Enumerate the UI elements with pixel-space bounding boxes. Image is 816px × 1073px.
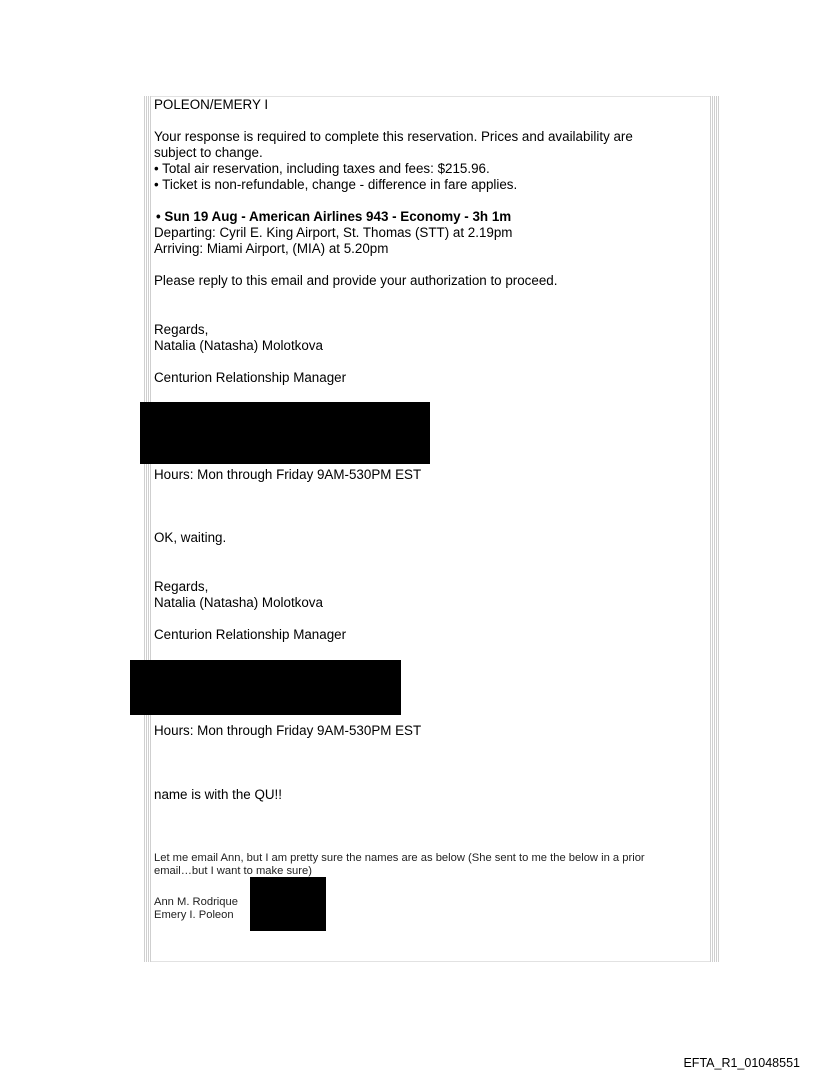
signer-title-2: Centurion Relationship Manager	[154, 627, 347, 642]
left-border-rail	[144, 96, 151, 962]
reply-ok: OK, waiting.	[154, 530, 227, 545]
intro-line-2: subject to change.	[154, 145, 263, 160]
passenger-name: POLEON/EMERY I	[154, 97, 269, 112]
hours-1: Hours: Mon through Friday 9AM-530PM EST	[154, 467, 422, 482]
departing-line: Departing: Cyril E. King Airport, St. Thomas (STT) at 2.19pm	[154, 225, 513, 240]
redaction-block-2	[130, 660, 401, 715]
hours-2: Hours: Mon through Friday 9AM-530PM EST	[154, 723, 422, 738]
regards-2: Regards,	[154, 579, 209, 594]
signer-name-2: Natalia (Natasha) Molotkova	[154, 595, 323, 610]
name-note: name is with the QU!!	[154, 787, 283, 802]
bullet-total: • Total air reservation, including taxes and fees: $215.96.	[154, 161, 490, 176]
signer-name-1: Natalia (Natasha) Molotkova	[154, 338, 323, 353]
quoted-name-2: Emery I. Poleon	[154, 909, 234, 921]
document-id: EFTA_R1_01048551	[683, 1056, 800, 1070]
arriving-line: Arriving: Miami Airport, (MIA) at 5.20pm	[154, 241, 389, 256]
reply-request: Please reply to this email and provide your authorization to proceed.	[154, 273, 558, 288]
regards-1: Regards,	[154, 322, 209, 337]
signer-title-1: Centurion Relationship Manager	[154, 370, 347, 385]
right-border-rail	[710, 96, 720, 962]
redaction-block-3	[250, 877, 326, 931]
bullet-ticket: • Ticket is non-refundable, change - difference in fare applies.	[154, 177, 518, 192]
redaction-block-1	[140, 402, 430, 464]
quoted-name-1: Ann M. Rodrique	[154, 896, 238, 908]
flight-header: • Sun 19 Aug - American Airlines 943 - Economy - 3h 1m	[156, 209, 512, 224]
intro-line-1: Your response is required to complete this reservation. Prices and availability are	[154, 129, 633, 144]
quote-line-2: email…but I want to make sure)	[154, 865, 312, 877]
quote-line-1: Let me email Ann, but I am pretty sure the names are as below (She sent to me the below in a prior	[154, 852, 645, 864]
